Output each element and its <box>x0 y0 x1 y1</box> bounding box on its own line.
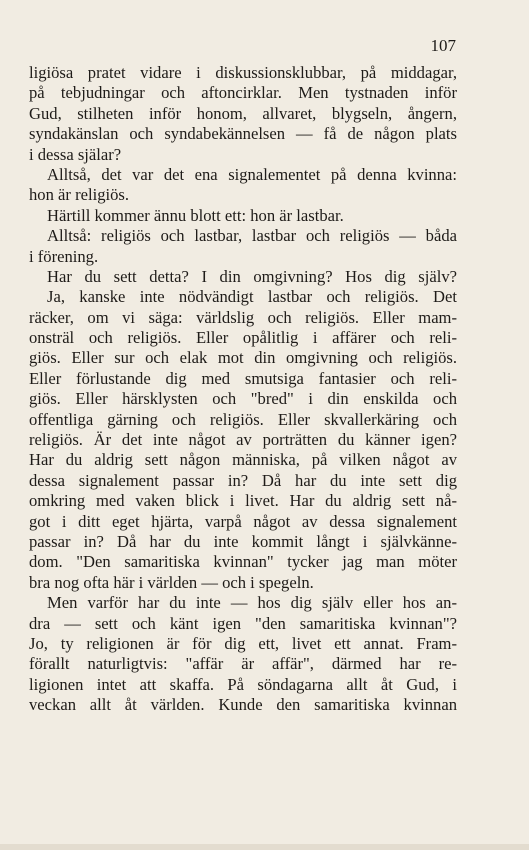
text-line: dra — sett och känt igen "den samaritiska kvinnan"? <box>29 613 457 633</box>
text-line: i förening. <box>29 246 99 266</box>
text-line: Eller förlustande dig med smutsiga fantasier och reli- <box>29 368 457 388</box>
text-line: got i ditt eget hjärta, varpå något av dessa signalement <box>29 511 457 531</box>
text-line: bra nog ofta här i världen — och i spegeln. <box>29 572 314 592</box>
text-line: dessa signalement passar in? Då har du inte sett dig <box>29 470 457 490</box>
body-text <box>29 63 457 716</box>
text-line: Men varför har du inte — hos dig själv eller hos an- <box>47 593 457 613</box>
text-line: Härtill kommer ännu blott ett: hon är lastbar. <box>47 205 344 225</box>
text-line: dom. "Den samaritiska kvinnan" tycker jag man möter <box>29 552 457 572</box>
text-line: Har du sett detta? I din omgivning? Hos dig själv? <box>47 266 457 286</box>
text-line: ligionen intet att skaffa. På söndagarna allt åt Gud, i <box>29 674 457 694</box>
text-line: passar in? Då har du inte kommit långt i självkänne- <box>29 531 457 551</box>
text-line: offentliga gärning och religiös. Eller skvallerkäring och <box>29 409 457 429</box>
text-line: Gud, stilheten inför honom, allvaret, blygseln, ångern, <box>29 103 457 123</box>
text-line: omkring med vaken blick i livet. Har du aldrig sett nå- <box>29 491 457 511</box>
text-line: hon är religiös. <box>29 185 130 205</box>
text-line: Ja, kanske inte nödvändigt lastbar och religiös. Det <box>47 287 457 307</box>
text-line: giös. Eller härsklysten och "bred" i din enskilda och <box>29 389 457 409</box>
page-number: 107 <box>430 36 456 55</box>
text-line: ligiösa pratet vidare i diskussionsklubbar, på middagar, <box>29 63 457 82</box>
text-line: syndakänslan och syndabekännelsen — få de någon plats <box>29 124 457 144</box>
page-edge <box>0 844 529 850</box>
text-line: onsträl och religiös. Eller opålitlig i affärer och reli- <box>29 328 457 348</box>
text-line: på tebjudningar och aftoncirklar. Men tystnaden inför <box>29 83 457 103</box>
text-line: räcker, om vi säga: världslig och religiös. Eller mam- <box>29 307 457 327</box>
text-line: Jo, ty religionen är för dig ett, livet ett annat. Fram- <box>29 633 457 653</box>
text-line: i dessa själar? <box>29 144 122 164</box>
text-line: förallt naturligtvis: "affär är affär", därmed har re- <box>29 654 457 674</box>
text-line: Alltså, det var det ena signalementet på denna kvinna: <box>47 164 457 184</box>
text-line: Har du aldrig sett någon människa, på vilken något av <box>29 450 457 470</box>
text-line: religiös. Är det inte något av porträtten du känner igen? <box>29 430 457 450</box>
text-line: Alltså: religiös och lastbar, lastbar och religiös — båda <box>47 226 457 246</box>
text-line: giös. Eller sur och elak mot din omgivning och religiös. <box>29 348 457 368</box>
text-line: veckan allt åt världen. Kunde den samaritiska kvinnan <box>29 695 457 715</box>
